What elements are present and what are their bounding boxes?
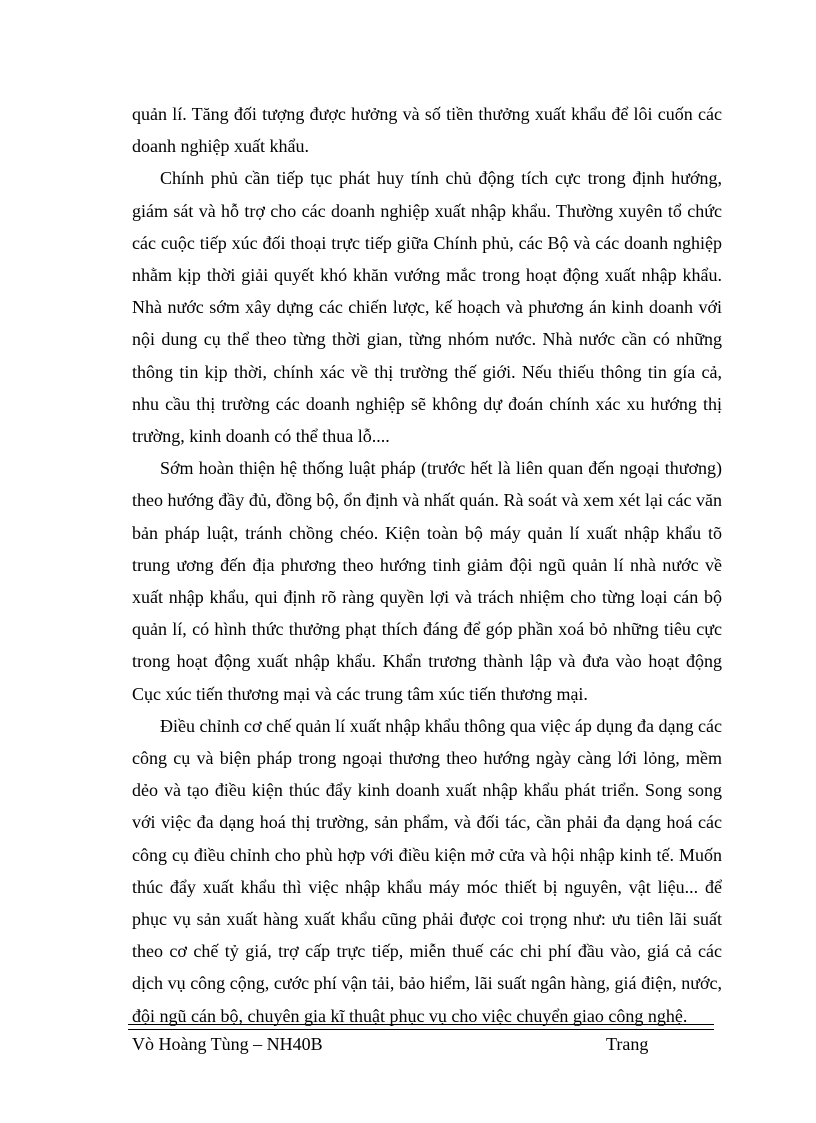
document-body	[132, 98, 722, 1032]
paragraph-government-role: Chính phủ cần tiếp tục phát huy tính chủ động tích cực trong định hướng, giám sát và hỗ trợ cho các doanh nghiệp xuất nhập khẩu. Thường xuyên tổ chức các cuộc tiếp xúc đối thoại trực tiếp giữa Chính phủ, các Bộ và các doanh nghiệp nhằm kịp thời giải quyết khó khăn vướng mắc trong hoạt động xuất nhập khẩu. Nhà nước sớm xây dựng các chiến lược, kế hoạch và phương án kinh doanh với nội dung cụ thể theo từng thời gian, từng nhóm nước. Nhà nước cần có những thông tin kịp thời, chính xác về thị trường thế giới. Nếu thiếu thông tin gía cả, nhu cầu thị trường các doanh nghiệp sẽ không dự đoán chính xác xu hướng thị trường, kinh doanh có thể thua lỗ....	[132, 168, 722, 447]
footer-author: Vò Hoàng Tùng – NH40B	[132, 1034, 323, 1054]
paragraph-continuation: quản lí. Tăng đối tượng được hưởng và số tiền thưởng xuất khẩu để lôi cuốn các doanh nghiệp xuất khẩu.	[132, 104, 722, 157]
paragraph-management-mechanism: Điều chỉnh cơ chế quản lí xuất nhập khẩu thông qua việc áp dụng đa dạng các công cụ và biện pháp trong ngoại thương theo hướng ngày càng lới lỏng, mềm dẻo và tạo điều kiện thúc đẩy kinh doanh xuất nhập khẩu phát triển. Song song với việc đa dạng hoá thị trường, sản phẩm, và đối tác, cần phải đa dạng hoá các công cụ điều chỉnh cho phù hợp với điều kiện mở cửa và hội nhập kinh tế. Muốn thúc đẩy xuất khẩu thì việc nhập khẩu máy móc thiết bị nguyên, vật liệu... để phục vụ sản xuất hàng xuất khẩu cũng phải được coi trọng như: ưu tiên lãi suất theo cơ chế tỷ giá, trợ cấp trực tiếp, miễn thuế các chi phí đầu vào, giá cả các dịch vụ công cộng, cước phí vận tải, bảo hiểm, lãi suất ngân hàng, giá điện, nước, đội ngũ cán bộ, chuyên gia kĩ thuật phục vụ cho việc chuyển giao công nghệ.	[132, 715, 722, 1026]
paragraph-legal-system: Sớm hoàn thiện hệ thống luật pháp (trước hết là liên quan đến ngoại thương) theo hướng đầy đủ, đồng bộ, ổn định và nhất quán. Rà soát và xem xét lại các văn bản pháp luật, tránh chồng chéo. Kiện toàn bộ máy quản lí xuất nhập khẩu tõ trung ương đến địa phương theo hướng tinh giảm đội ngũ quản lí nhà nước về xuất nhập khẩu, qui định rõ ràng quyền lợi và trách nhiệm cho từng loại cán bộ quản lí, có hình thức thưởng phạt thích đáng để góp phần xoá bỏ những tiêu cực trong hoạt động xuất nhập khẩu. Khẩn trương thành lập và đưa vào hoạt động Cục xúc tiến thương mại và các trung tâm xúc tiến thương mại.	[132, 458, 722, 704]
footer-page-label: Trang	[606, 1034, 649, 1054]
